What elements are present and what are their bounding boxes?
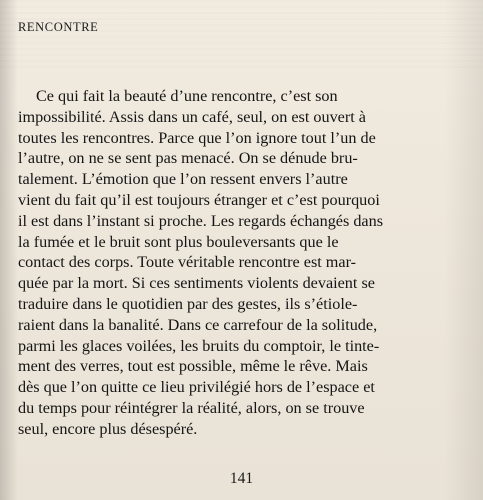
text-line: seul, encore plus désespéré.: [18, 419, 198, 438]
bleed-through-texture: [0, 0, 483, 70]
text-line: talement. L’émotion que l’on ressent envers l’autre: [18, 170, 348, 189]
body-paragraph: [18, 86, 462, 440]
text-line: la fumée et le bruit sont plus bouleversants que le: [18, 232, 339, 251]
text-line: traduire dans le quotidien par des gestes, ils s’étiole-: [18, 294, 358, 313]
text-line: raient dans la banalité. Dans ce carrefour de la solitude,: [18, 315, 378, 334]
text-line: contact des corps. Toute véritable rencontre est mar-: [18, 253, 357, 272]
text-line: ment des verres, tout est possible, même le rêve. Mais: [18, 357, 368, 376]
text-line: quée par la mort. Si ces sentiments violents devaient se: [18, 274, 375, 293]
text-line: Ce qui fait la beauté d’une rencontre, c’est son: [36, 87, 338, 105]
text-line: parmi les glaces voilées, les bruits du comptoir, le tinte-: [18, 336, 380, 355]
text-line: dès que l’on quitte ce lieu privilégié hors de l’espace et: [18, 378, 375, 397]
text-line: l’autre, on ne se sent pas menacé. On se dénude bru-: [18, 149, 358, 168]
text-line: du temps pour réintégrer la réalité, alors, on se trouve: [18, 398, 365, 417]
gutter-shadow: [0, 0, 18, 500]
text-line: vient du fait qu’il est toujours étranger et c’est pourquoi: [18, 190, 380, 209]
page-number: 141: [229, 470, 254, 487]
text-line: toutes les rencontres. Parce que l’on ignore tout l’un de: [18, 128, 376, 147]
text-line: impossibilité. Assis dans un café, seul, on est ouvert à: [18, 107, 366, 126]
running-head: RENCONTRE: [18, 20, 99, 34]
text-line: il est dans l’instant si proche. Les regards échangés dans: [18, 211, 384, 230]
